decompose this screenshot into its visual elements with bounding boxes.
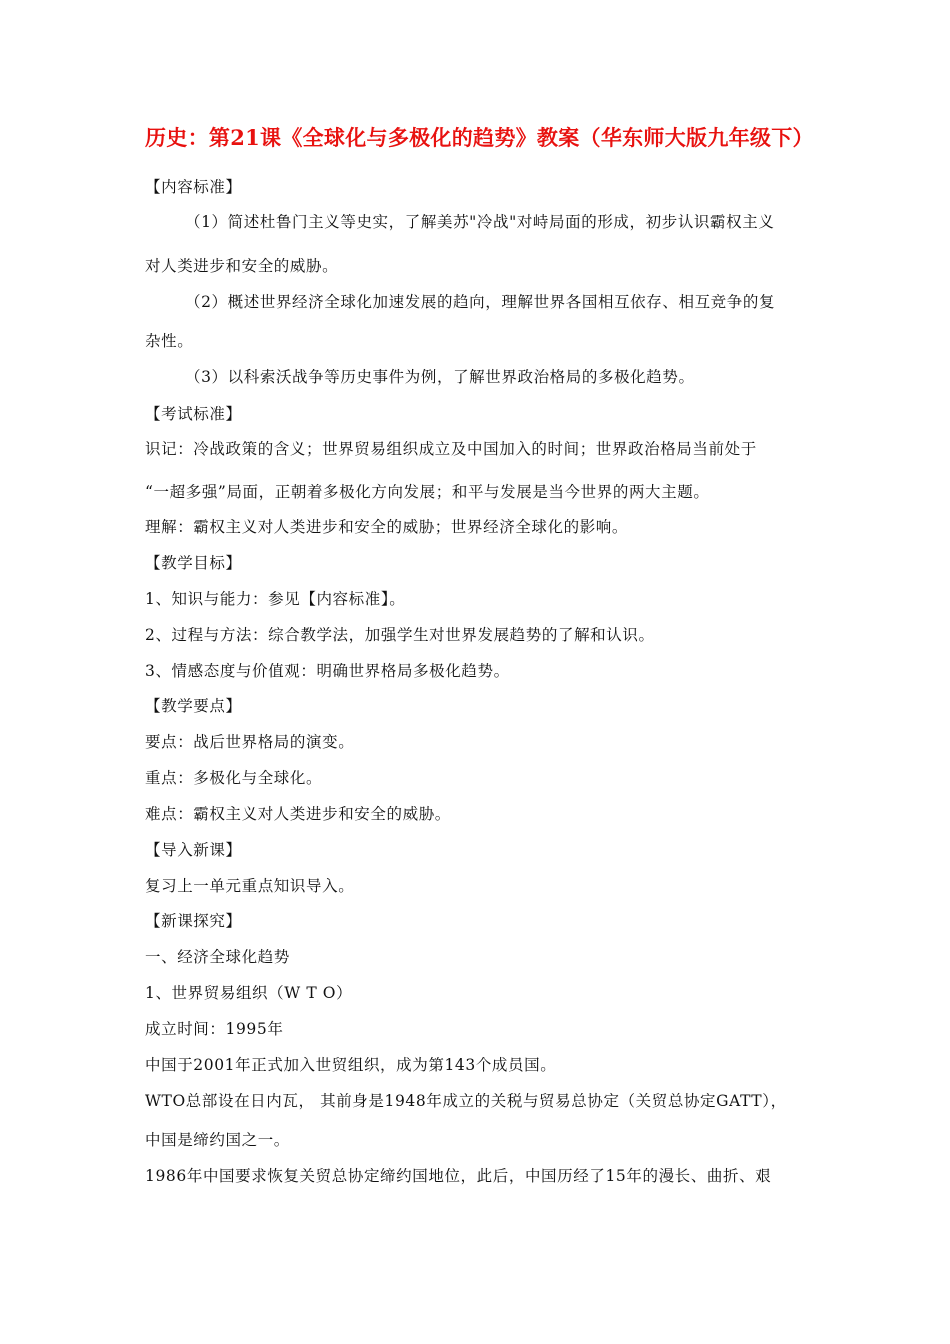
paragraph-line: WTO总部设在日内瓦， 其前身是1948年成立的关税与贸易总协定（关贸总协定GATT）， bbox=[145, 1092, 787, 1110]
paragraph-line: 1986年中国要求恢复关贸总协定缔约国地位，此后，中国历经了15年的漫长、曲折、艰 bbox=[145, 1167, 772, 1185]
section-heading-introduction: 【导入新课】 bbox=[145, 841, 242, 859]
list-item: 1、知识与能力：参见【内容标准】。 bbox=[145, 590, 406, 608]
paragraph-line: 理解：霸权主义对人类进步和安全的威胁；世界经济全球化的影响。 bbox=[145, 518, 629, 536]
paragraph-line: 难点：霸权主义对人类进步和安全的威胁。 bbox=[145, 805, 451, 823]
subsection-heading: 一、经济全球化趋势 bbox=[145, 948, 290, 966]
list-item: 2、过程与方法：综合教学法，加强学生对世界发展趋势的了解和认识。 bbox=[145, 626, 655, 644]
paragraph-line: （3）以科索沃战争等历史事件为例，了解世界政治格局的多极化趋势。 bbox=[185, 368, 695, 386]
paragraph-line: 识记：冷战政策的含义；世界贸易组织成立及中国加入的时间；世界政治格局当前处于 bbox=[145, 440, 757, 458]
section-heading-exam-standard: 【考试标准】 bbox=[145, 405, 242, 423]
paragraph-line: “一超多强”局面，正朝着多极化方向发展；和平与发展是当今世界的两大主题。 bbox=[145, 483, 710, 501]
paragraph-line: 杂性。 bbox=[145, 332, 194, 350]
paragraph-line: （1）简述杜鲁门主义等史实，了解美苏"冷战"对峙局面的形成，初步认识霸权主义 bbox=[185, 213, 775, 231]
paragraph-line: 复习上一单元重点知识导入。 bbox=[145, 877, 355, 895]
paragraph-line: 成立时间：1995年 bbox=[145, 1020, 284, 1038]
paragraph-line: （2）概述世界经济全球化加速发展的趋向，理解世界各国相互依存、相互竞争的复 bbox=[185, 293, 776, 311]
paragraph-line: 要点：战后世界格局的演变。 bbox=[145, 733, 355, 751]
paragraph-line: 对人类进步和安全的威胁。 bbox=[145, 257, 339, 275]
paragraph-line: 中国是缔约国之一。 bbox=[145, 1131, 290, 1149]
section-heading-teaching-goals: 【教学目标】 bbox=[145, 554, 242, 572]
document-title: 历史：第21课《全球化与多极化的趋势》教案（华东师大版九年级下） bbox=[145, 125, 814, 150]
section-heading-teaching-points: 【教学要点】 bbox=[145, 697, 242, 715]
paragraph-line: 中国于2001年正式加入世贸组织，成为第143个成员国。 bbox=[145, 1056, 557, 1074]
paragraph-line: 重点：多极化与全球化。 bbox=[145, 769, 323, 787]
subsection-heading: 1、世界贸易组织（W T O） bbox=[145, 984, 353, 1002]
section-heading-new-lesson: 【新课探究】 bbox=[145, 912, 242, 930]
section-heading-content-standard: 【内容标准】 bbox=[145, 178, 242, 196]
list-item: 3、情感态度与价值观：明确世界格局多极化趋势。 bbox=[145, 662, 510, 680]
